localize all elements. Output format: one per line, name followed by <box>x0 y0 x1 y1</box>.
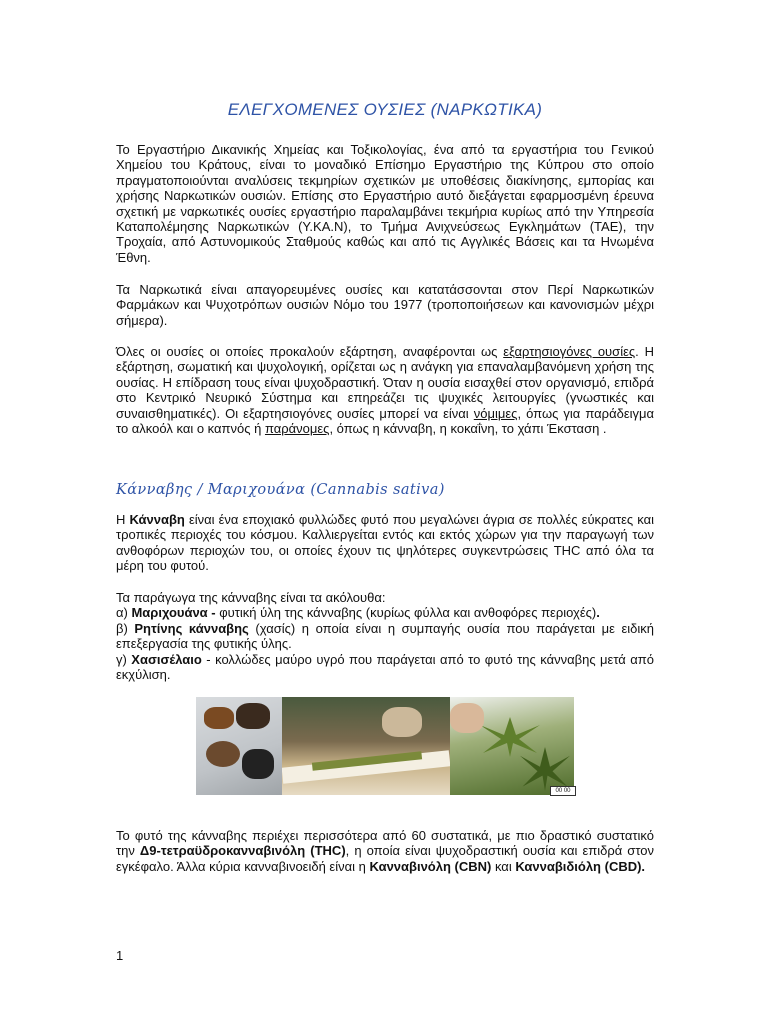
photo-caption-box: 00 00 <box>550 786 576 796</box>
page-title: ΕΛΕΓΧΟΜΕΝΕΣ ΟΥΣΙΕΣ (ΝΑΡΚΩΤΙΚΑ) <box>227 100 543 119</box>
list-intro: Τα παράγωγα της κάνναβης είναι τα ακόλουθα: <box>116 590 386 605</box>
underlined-term: νόμιμες <box>473 405 518 421</box>
dependency-paragraph: Όλες οι ουσίες οι οποίες προκαλούν εξάρτηση, αναφέρονται ως εξαρτησιογόνες ουσίες. Η εξάρτηση, σωματική και ψυχολογική, ορίζεται ως η ανάγκη για επαναλαμβανόμενη χρήση της ουσίας. Η επίδραση τους είναι ψυχοδραστική. Όταν η ουσία εισαχθεί στον οργανισμό, επιδρά στο Κεντρικό Νευρικό Σύστημα και επηρεάζει τις ψυχικές λειτουργίες (γνωστικές και συναισθηματικές). Οι εξαρτησιογόνες ουσίες μπορεί να είναι νόμιμες, όπως για παράδειγμα το αλκοόλ και ο καπνός ή παράνομες, όπως η κάνναβη, η κοκαΐνη, το χάπι Έκσταση . <box>116 344 655 437</box>
legal-paragraph: Τα Ναρκωτικά είναι απαγορευμένες ουσίες και κατατάσσονται στον Περί Ναρκωτικών Φαρμάκων και Ψυχοτρόπων ουσιών Νόμο του 1977 (τροποποιήσεων και κανονισμών μέχρι σήμερα). <box>116 282 654 328</box>
cannabis-paragraph: Η Κάνναβη είναι ένα εποχιακό φυλλώδες φυτό που μεγαλώνει άγρια σε πολλές εύκρατες και τροπικές περιοχές του κόσμου. Καλλιεργείται εντός και εκτός χώρων για την παραγωγή των ανθοφόρων περιοχών του, οι οποίες έχουν τις ψηλότερες συγκεντρώσεις THC από όλα τα μέρη του φυτού. <box>116 512 654 574</box>
hashish-photo <box>196 697 282 795</box>
list-item: γ) Χασισέλαιο - κολλώδες μαύρο υγρό που παράγεται από το φυτό της κάνναβης μετά από εκχύλιση. <box>116 651 654 683</box>
list-item: β) Ρητίνης κάνναβης (χασίς) η οποία είναι η συμπαγής ουσία που παράγεται με ειδική επεξεργασία της φυτικής ύλης. <box>116 620 654 652</box>
cannabis-plant-photo <box>450 697 574 795</box>
thc-paragraph: Το φυτό της κάνναβης περιέχει περισσότερα από 60 συστατικά, με πιο δραστικό συστατικό την Δ9-τετραϋδροκανναβινόλη (THC), η οποία είναι ψυχοδραστική ουσία και επιδρά στον εγκέφαλο. Άλλα κύρια κανναβινοειδή είναι η Κανναβινόλη (CBN) και Κανναβιδιόλη (CBD). <box>116 828 655 874</box>
underlined-term: παράνομες <box>264 421 330 437</box>
list-item: α) Μαριχουάνα - φυτική ύλη της κάνναβης (κυρίως φύλλα και ανθοφόρες περιοχές). <box>116 605 600 621</box>
derivatives-list <box>116 590 654 682</box>
cannabis-photo-strip <box>196 697 574 795</box>
section-heading: Κάνναβης / Μαριχουάνα (Cannabis sativa) <box>116 482 445 498</box>
rolling-joint-photo <box>282 697 450 795</box>
underlined-term: εξαρτησιογόνες ουσίες <box>503 344 636 359</box>
page-number: 1 <box>116 948 124 963</box>
intro-paragraph: Το Εργαστήριο Δικανικής Χημείας και Τοξικολογίας, ένα από τα εργαστήρια του Γενικού Χημείου του Κράτους, είναι το μοναδικό Επίσημο Εργαστήριο της Κύπρου στο οποίο πραγματοποιούνται αναλύσεις τεκμηρίων σχετικών με υποθέσεις διακίνησης, εμπορίας και χρήσης Ναρκωτικών ουσιών. Επίσης στο Εργαστήριο αυτό διεξάγεται εφαρμοσμένη έρευνα σχετική με ναρκωτικές ουσίες εργαστήριο παραλαμβάνει τεκμήρια κυρίως από την Υπηρεσία Καταπολέμησης Ναρκωτικών (Υ.ΚΑ.Ν), το Τμήμα Ανιχνεύσεως Εγκλημάτων (ΤΑΕ), την Τροχαία, από Αστυνομικούς Σταθμούς καθώς και από τις Αγγλικές Βάσεις και τα Ηνωμένα Έθνη. <box>116 142 654 265</box>
